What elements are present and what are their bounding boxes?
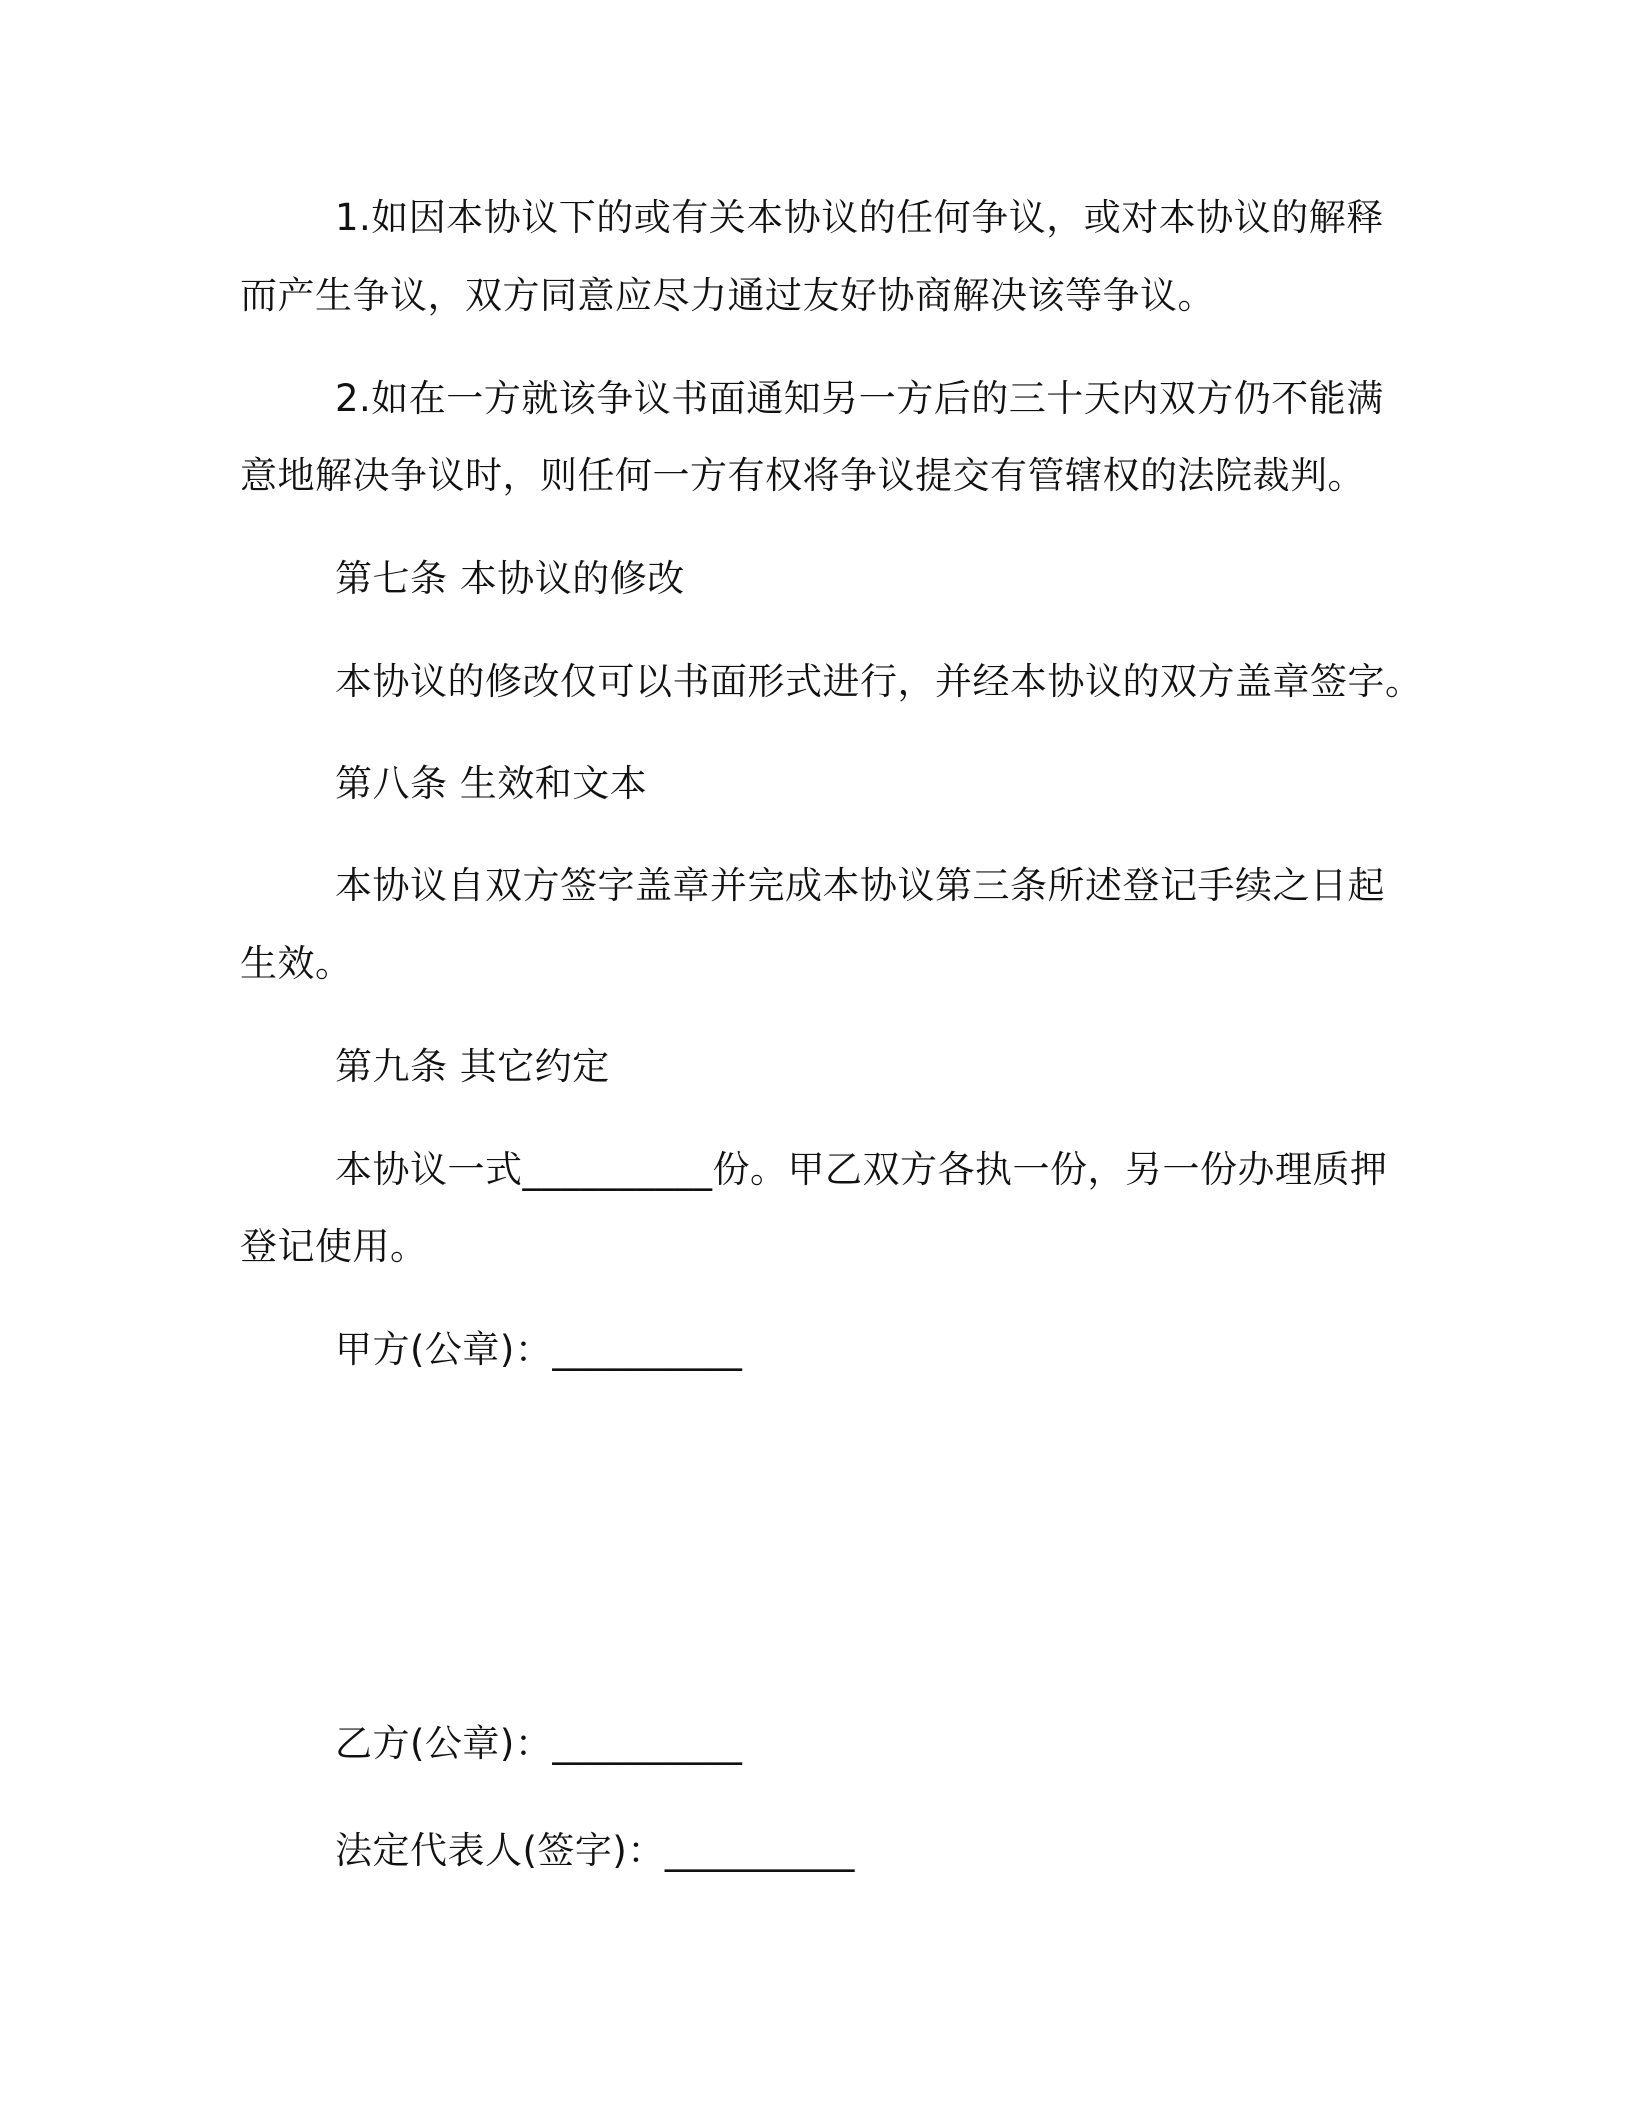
article-9-body-line-2: 登记使用。 bbox=[240, 1225, 428, 1268]
clause-1-line-1: 1.如因本协议下的或有关本协议的任何争议，或对本协议的解释 bbox=[335, 196, 1384, 239]
article-8-heading: 第八条 生效和文本 bbox=[335, 762, 648, 805]
article-7-heading: 第七条 本协议的修改 bbox=[335, 557, 685, 600]
legal-representative-signature: 法定代表人(签字)：__________ bbox=[335, 1829, 855, 1872]
clause-2-line-2: 意地解决争议时，则任何一方有权将争议提交有管辖权的法院裁判。 bbox=[240, 454, 1365, 497]
article-9-heading: 第九条 其它约定 bbox=[335, 1045, 610, 1088]
party-a-seal: 甲方(公章)：__________ bbox=[335, 1328, 743, 1371]
party-b-seal: 乙方(公章)：__________ bbox=[335, 1722, 743, 1765]
article-9-body-line-1: 本协议一式__________份。甲乙双方各执一份，另一份办理质押 bbox=[335, 1148, 1388, 1191]
article-8-body-line-1: 本协议自双方签字盖章并完成本协议第三条所述登记手续之日起 bbox=[335, 864, 1385, 907]
clause-1-line-2: 而产生争议，双方同意应尽力通过友好协商解决该等争议。 bbox=[240, 274, 1215, 317]
clause-2-line-1: 2.如在一方就该争议书面通知另一方后的三十天内双方仍不能满 bbox=[335, 377, 1384, 420]
article-7-body: 本协议的修改仅可以书面形式进行，并经本协议的双方盖章签字。 bbox=[335, 660, 1423, 703]
article-8-body-line-2: 生效。 bbox=[240, 942, 353, 985]
